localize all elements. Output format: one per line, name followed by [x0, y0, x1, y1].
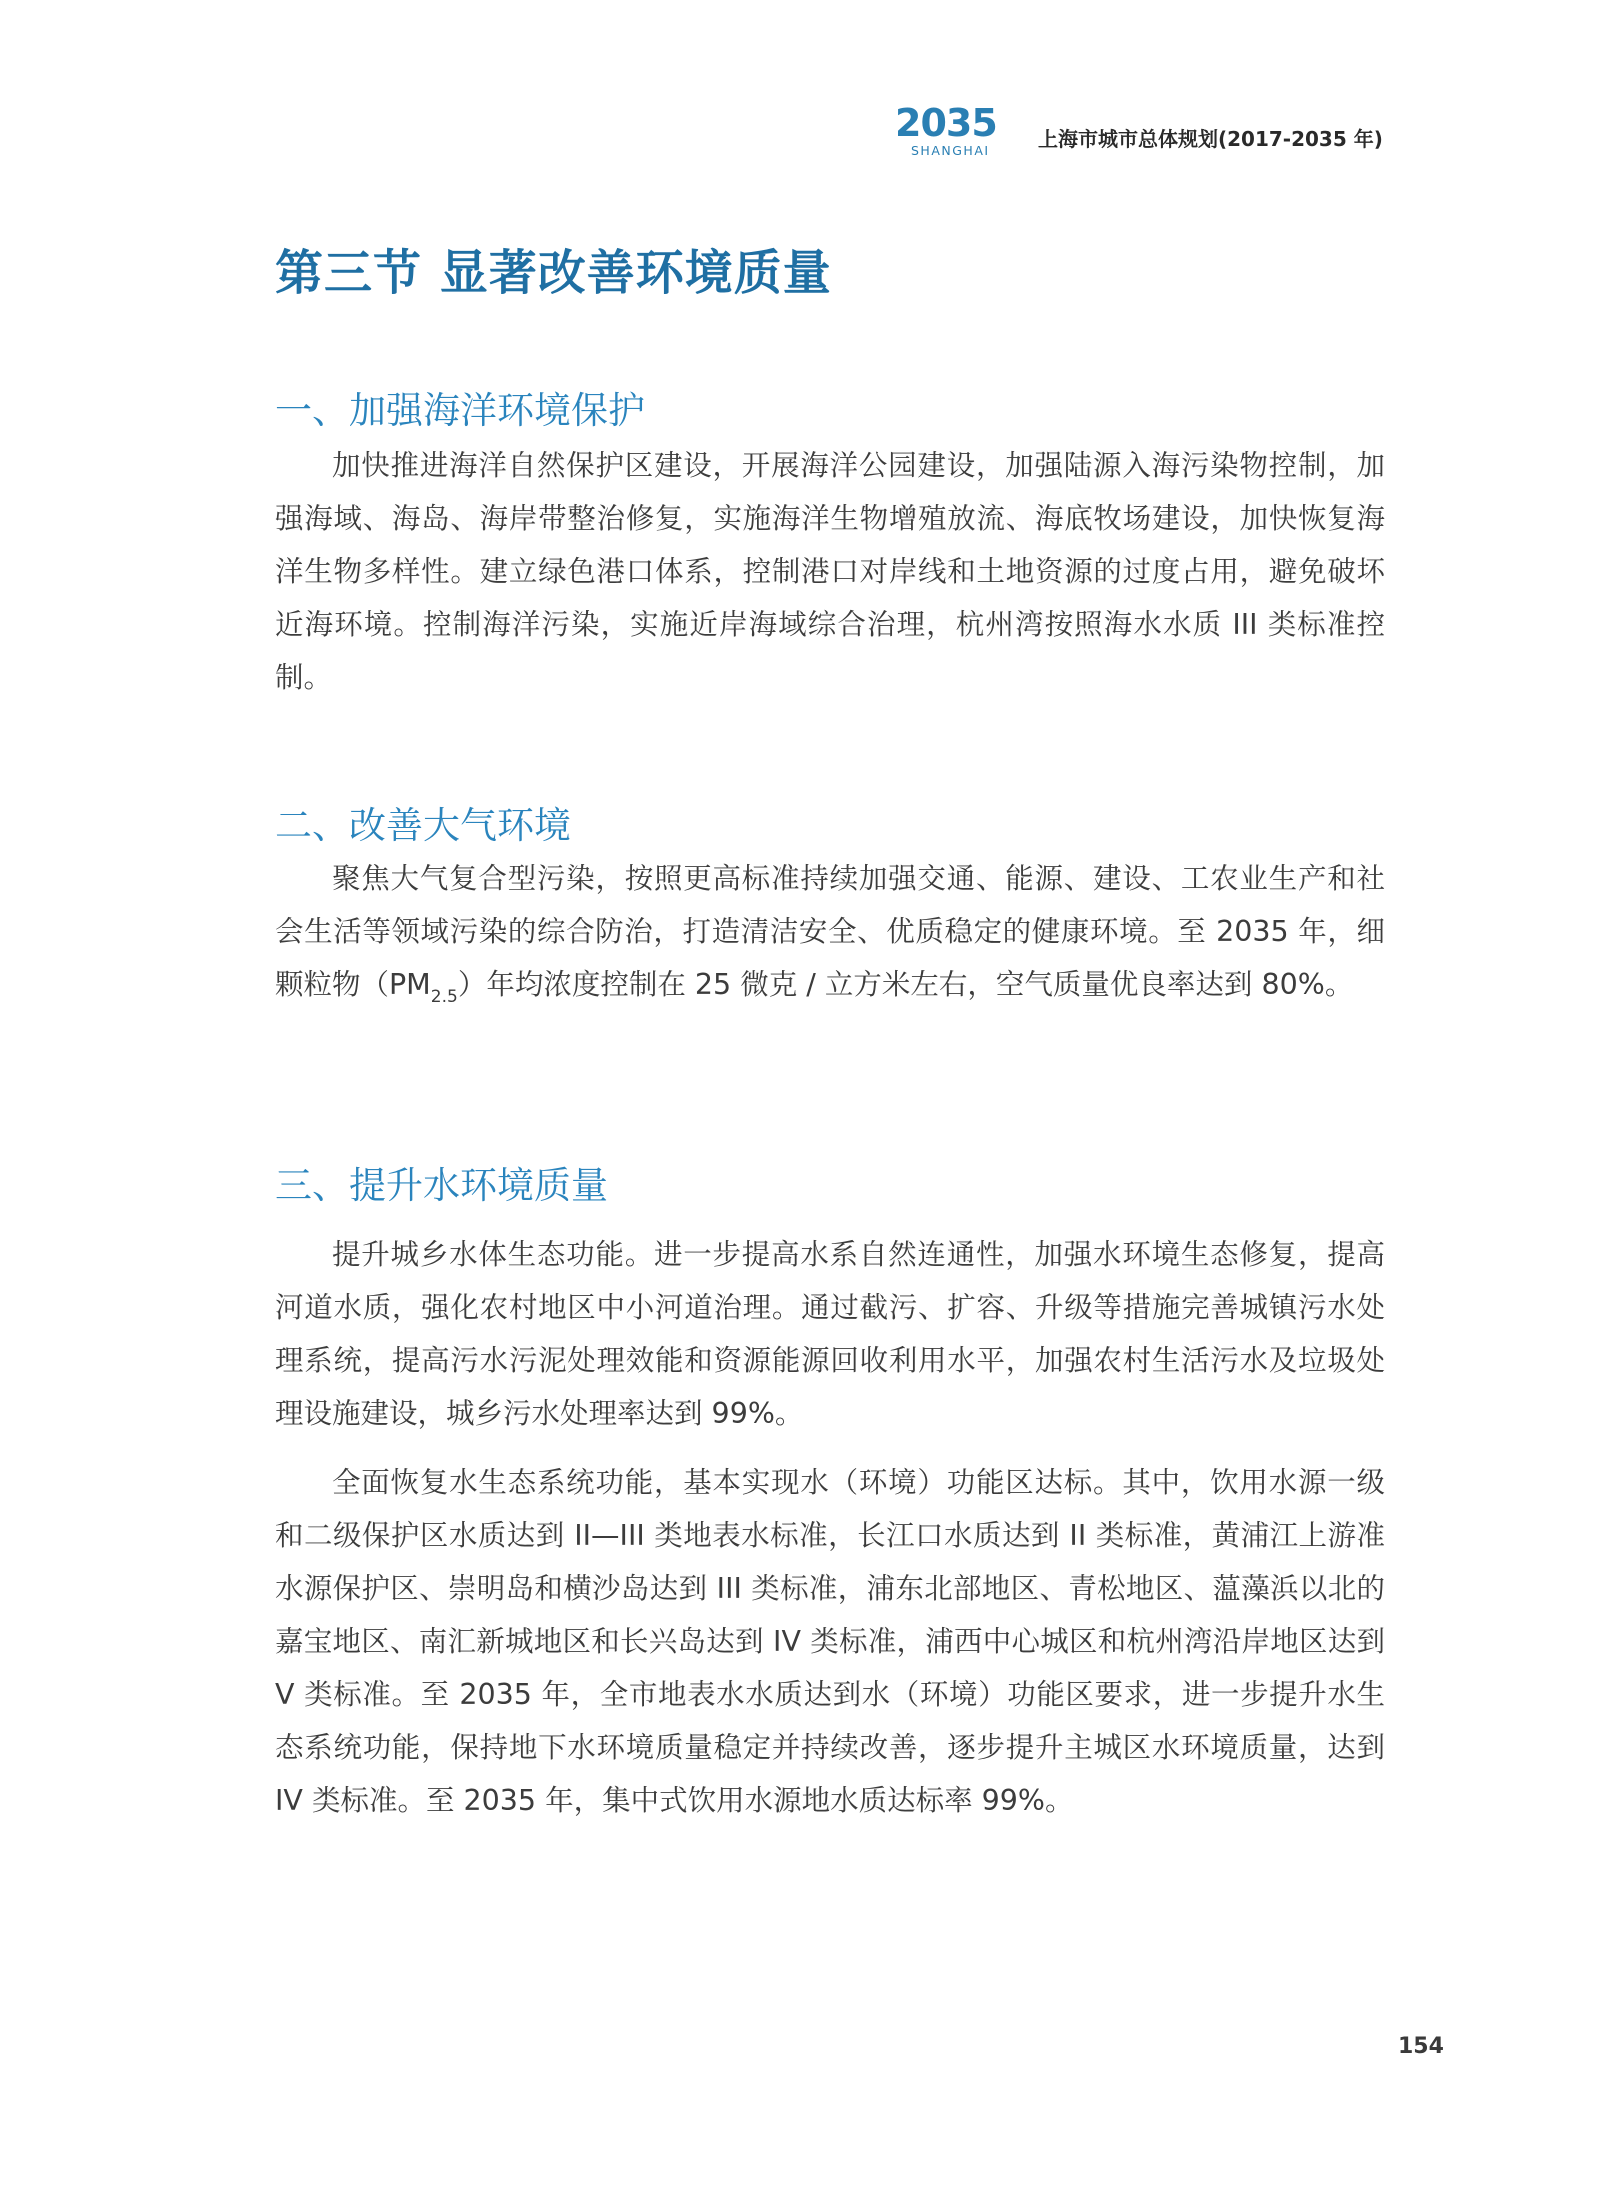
paragraph-ocean: 加快推进海洋自然保护区建设，开展海洋公园建设，加强陆源入海污染物控制，加强海域、海岛、海岸带整治修复，实施海洋生物增殖放流、海底牧场建设，加快恢复海洋生物多样性。建立绿色港口体系，控制港口对岸线和土地资源的过度占用，避免破坏近海环境。控制海洋污染，实施近岸海域综合治理，杭州湾按照海水水质 III 类标准控制。 [275, 449, 1385, 694]
paragraph-air-text-a: 聚焦大气复合型污染，按照更高标准持续加强交通、能源、建设、工农业生产和社会生活等领域污染的综合防治，打造清洁安全、优质稳定的健康环境。至 2035 年，细颗粒物（PM [275, 862, 1385, 1001]
paragraph-water-2: 全面恢复水生态系统功能，基本实现水（环境）功能区达标。其中，饮用水源一级和二级保护区水质达到 II—III 类地表水标准，长江口水质达到 II 类标准，黄浦江上游准水源保护区、崇明岛和横沙岛达到 III 类标准，浦东北部地区、青松地区、蕰藻浜以北的嘉宝地区、南汇新城地区和长兴岛达到 IV 类标准，浦西中心城区和杭州湾沿岸地区达到 V 类标准。至 2035 年，全市地表水水质达到水（环境）功能区要求，进一步提升水生态系统功能，保持地下水环境质量稳定并持续改善，逐步提升主城区水环境质量，达到 IV 类标准。至 2035 年，集中式饮用水源地水质达标率 99%。 [275, 1466, 1385, 1817]
pm-subscript: 2.5 [430, 987, 458, 1007]
paragraph-air [275, 852, 1385, 1011]
shanghai-2035-logo [895, 101, 1013, 166]
subsection-heading-water: 三、提升水环境质量 [275, 1164, 608, 1207]
section-title: 第三节 显著改善环境质量 [275, 245, 832, 301]
logo-number: 2035 [895, 101, 997, 145]
document-title: 上海市城市总体规划(2017-2035 年) [1038, 127, 1383, 151]
logo-subtitle: SHANGHAI [911, 143, 990, 158]
page-header [895, 101, 1395, 174]
subsection-heading-air: 二、改善大气环境 [275, 804, 571, 847]
paragraph-water-1: 提升城乡水体生态功能。进一步提高水系自然连通性，加强水环境生态修复，提高河道水质，强化农村地区中小河道治理。通过截污、扩容、升级等措施完善城镇污水处理系统，提高污水污泥处理效能和资源能源回收利用水平，加强农村生活污水及垃圾处理设施建设，城乡污水处理率达到 99%。 [275, 1238, 1385, 1430]
subsection-heading-ocean: 一、加强海洋环境保护 [275, 389, 645, 432]
paragraph-air-text-b: ）年均浓度控制在 25 微克 / 立方米左右，空气质量优良率达到 80%。 [457, 968, 1354, 1001]
page-number: 154 [1398, 2034, 1444, 2059]
